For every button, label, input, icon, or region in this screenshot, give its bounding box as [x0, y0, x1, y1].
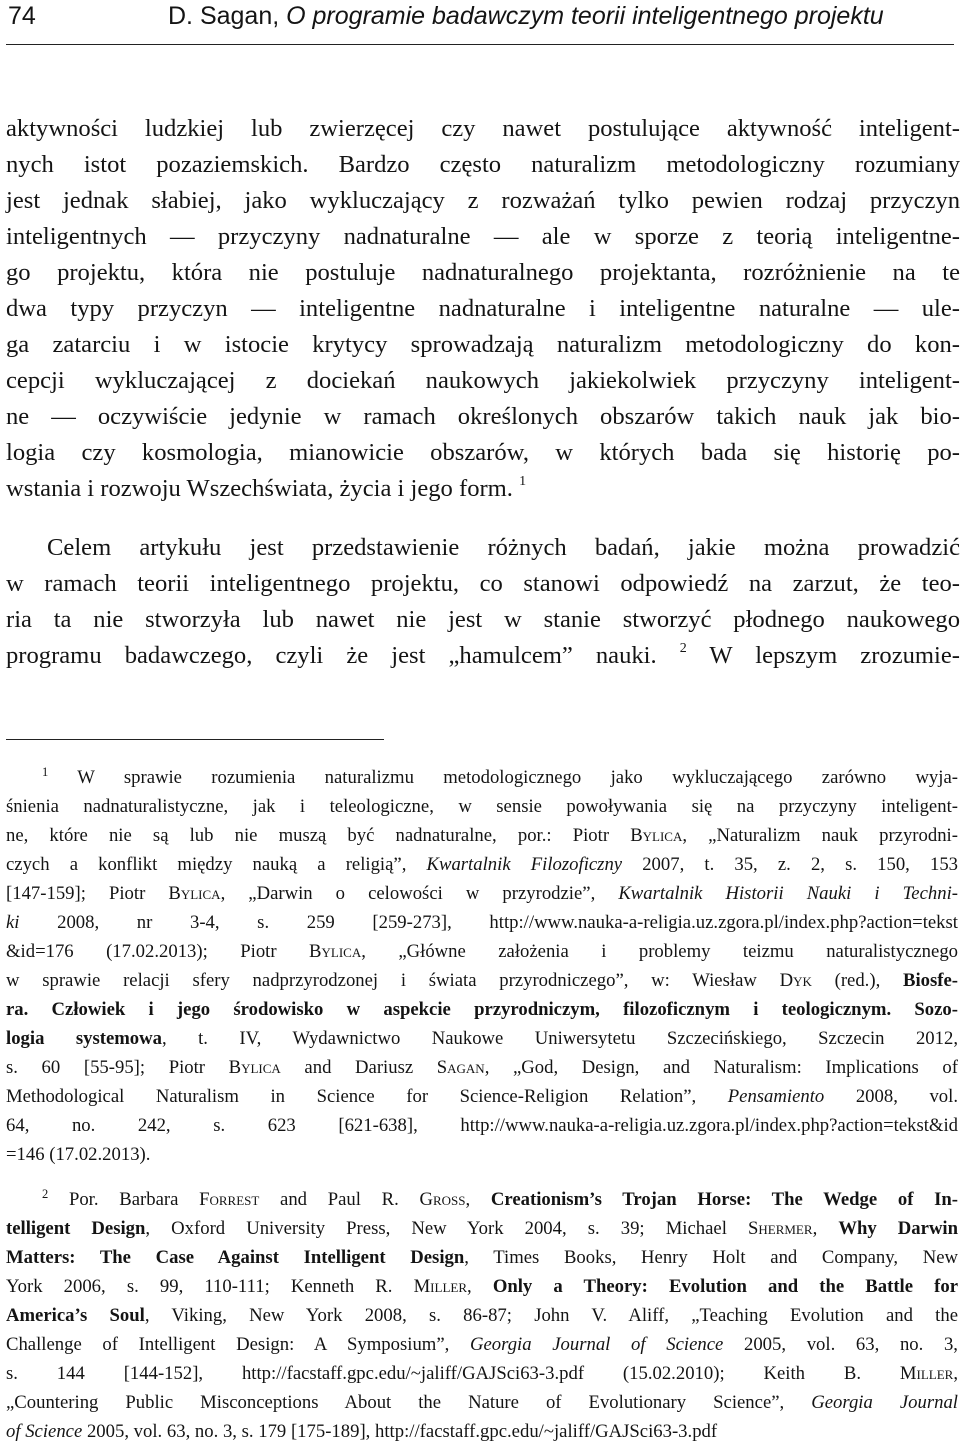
text-fragment: York 2006, s. 99, 110-111; Kenneth R. — [6, 1276, 414, 1297]
text-fragment: 2007, t. 35, z. 2, s. 150, 153 — [622, 854, 959, 875]
text-line: dwa typy przyczyn — inteligentne nadnaturalne i inteligentne naturalne — ule- — [6, 295, 960, 322]
author-name: Miller — [899, 1363, 954, 1384]
footnote-line — [6, 763, 958, 792]
text-fragment: Por. Barbara — [48, 1189, 200, 1210]
book-title: Creationism’s Trojan Horse: The Wedge of In- — [490, 1189, 959, 1210]
text-fragment: , — [465, 1189, 491, 1210]
book-title: Why Darwin — [838, 1218, 959, 1239]
text-fragment: and Paul R. — [259, 1189, 420, 1210]
book-title: Biosfe- — [902, 970, 958, 991]
footnote-line — [6, 879, 958, 908]
text-fragment: s. 144 [144-152], http://facstaff.gpc.edu/~jaliff/GAJSci63-3.pdf (15.02.2010); Keith B. — [6, 1363, 900, 1384]
footnote-line: śnienia nadnaturalistyczne, jak i teleologiczne, w sensie powoływania się na przyczyny inteligent- — [6, 796, 958, 817]
text-line: go projektu, która nie postuluje nadnaturalnego projektanta, rozróżnienie na te — [6, 259, 960, 286]
footnote-line — [6, 1359, 958, 1388]
text-fragment: , — [812, 1218, 839, 1239]
text-fragment: s. 60 [55-95]; Piotr — [6, 1057, 229, 1078]
text-fragment: and Dariusz — [280, 1057, 437, 1078]
text-fragment: &id=176 (17.02.2013); Piotr — [6, 941, 310, 962]
journal-title: Kwartalnik Historii Nauki i Techni- — [618, 883, 958, 904]
journal-title: Pensamiento — [727, 1086, 825, 1107]
author-name: Miller — [413, 1276, 468, 1297]
text-fragment: , „God, Design, and Naturalism: Implications of — [484, 1057, 958, 1078]
text-fragment: wstania i rozwoju Wszechświata, życia i jego form. — [6, 475, 520, 502]
text-line: aktywności ludzkiej lub zwierzęcej czy nawet postulujące aktywność inteligent- — [6, 115, 960, 142]
text-fragment: czych a konflikt między nauką a religią”, — [6, 854, 427, 875]
text-fragment: 2008, nr 3-4, s. 259 [259-273], http://www.nauka-a-religia.uz.zgora.pl/index.php?action=tekst — [19, 912, 958, 933]
footnote-line — [6, 908, 958, 937]
text-fragment: , Oxford University Press, New York 2004, s. 39; Michael — [145, 1218, 748, 1239]
footnote-line: 64, no. 242, s. 623 [621-638], http://www.nauka-a-religia.uz.zgora.pl/index.php?action=tekst&id — [6, 1115, 958, 1136]
text-fragment: , „Główne założenia i problemy teizmu naturalistycznego — [361, 941, 959, 962]
footnote-line — [6, 1272, 958, 1301]
paragraph-2 — [6, 530, 960, 674]
author-name: Bylica — [228, 1057, 281, 1078]
book-title: logia systemowa — [6, 1028, 162, 1049]
footnote-line — [6, 1024, 958, 1053]
main-text — [6, 111, 960, 674]
text-line: logia czy kosmologia, mianowicie obszarów, w których bada się historię po- — [6, 439, 960, 466]
text-fragment: 2005, vol. 63, no. 3, — [723, 1334, 958, 1355]
paragraph-1 — [6, 111, 960, 507]
author-name: Dyk — [779, 970, 812, 991]
journal-title: of Science — [6, 1421, 83, 1442]
author-name: Shermer — [747, 1218, 813, 1239]
footnote-line: =146 (17.02.2013). — [6, 1144, 151, 1165]
text-fragment: W sprawie rozumienia naturalizmu metodologicznego jako wykluczającego zarówno wyja- — [48, 767, 958, 788]
running-article-title: O programie badawczym teorii inteligentnego projektu — [286, 2, 884, 30]
author-name: Bylica — [309, 941, 362, 962]
text-fragment: (red.), — [811, 970, 903, 991]
footnote-line — [6, 1417, 958, 1446]
journal-title: Georgia Journal of Science — [469, 1334, 724, 1355]
text-fragment: „Countering Public Misconceptions About the Nature of Evolutionary Science”, — [6, 1392, 812, 1413]
footnote-2 — [6, 1185, 958, 1446]
footnote-mark: 1 — [42, 765, 49, 779]
text-fragment: W lepszym zrozumie- — [686, 642, 960, 669]
text-line: cepcji wykluczającej z dociekań naukowych jakiekolwiek przyczyny inteligent- — [6, 367, 960, 394]
footnote-mark: 2 — [42, 1187, 49, 1201]
text-fragment: 2005, vol. 63, no. 3, s. 179 [175-189], http://facstaff.gpc.edu/~jaliff/GAJSci63-3.pdf — [82, 1421, 718, 1442]
text-line: ria ta nie stworzyła lub nawet nie jest w stanie stworzyć płodnego naukowego — [6, 606, 960, 633]
text-fragment: , Times Books, Henry Holt and Company, New — [464, 1247, 958, 1268]
journal-title: Kwartalnik Filozoficzny — [426, 854, 623, 875]
journal-title: Georgia Journal — [811, 1392, 958, 1413]
footnote-line — [6, 1082, 958, 1111]
text-fragment: Challenge of Intelligent Design: A Symposium”, — [6, 1334, 470, 1355]
text-line: inteligentnych — przyczyny nadnaturalne — ale w sporze z teorią inteligentne- — [6, 223, 960, 250]
footnote-line — [6, 937, 958, 966]
text-line — [6, 638, 960, 674]
footnotes — [6, 763, 958, 1446]
text-fragment: Methodological Naturalism in Science for Science-Religion Relation”, — [6, 1086, 728, 1107]
author-name: Sagan — [436, 1057, 485, 1078]
running-author: D. Sagan, — [168, 2, 287, 30]
author-name: Gross — [419, 1189, 466, 1210]
running-header — [6, 0, 954, 45]
footnote-line — [6, 966, 958, 995]
footnote-line — [6, 1185, 958, 1214]
text-fragment: ne, które nie są lub nie muszą być nadnaturalne, por.: Piotr — [6, 825, 631, 846]
footnote-line — [6, 821, 958, 850]
text-fragment: w sprawie relacji sfery nadprzyrodzonej i świata przyrodniczego”, w: Wiesław — [6, 970, 780, 991]
text-line: nych istot pozaziemskich. Bardzo często naturalizm metodologiczny rozumiany — [6, 151, 960, 178]
author-name: Forrest — [199, 1189, 260, 1210]
footnote-line — [6, 1243, 958, 1272]
book-title: America’s Soul — [6, 1305, 145, 1326]
footnote-line — [6, 995, 958, 1024]
text-fragment: [147-159]; Piotr — [6, 883, 169, 904]
footnote-ref-2[interactable]: 2 — [679, 641, 687, 656]
page-number: 74 — [8, 2, 36, 30]
running-title — [168, 2, 884, 31]
text-fragment: , t. IV, Wydawnictwo Naukowe Uniwersytetu Szczecińskiego, Szczecin 2012, — [162, 1028, 958, 1049]
text-fragment: , — [467, 1276, 493, 1297]
text-line-last — [6, 471, 960, 507]
text-fragment: , — [953, 1363, 958, 1384]
footnote-line — [6, 1214, 958, 1243]
text-line: w ramach teorii inteligentnego projektu, co stanowi odpowiedź na zarzut, że teo- — [6, 570, 960, 597]
footnote-line — [6, 1053, 958, 1082]
text-line: ga zatarciu i w istocie krytycy sprowadzają naturalizm metodologiczny do kon- — [6, 331, 960, 358]
book-title: telligent Design — [6, 1218, 146, 1239]
text-line: jest jednak słabiej, jako wykluczający z rozważań tylko pewien rodzaj przyczyn — [6, 187, 960, 214]
text-fragment: , „Darwin o celowości w przyrodzie”, — [220, 883, 619, 904]
text-fragment: , Viking, New York 2008, s. 86-87; John V. Aliff, „Teaching Evolution and the — [144, 1305, 958, 1326]
text-line: Celem artykułu jest przedstawienie różnych badań, jakie można prowadzić — [47, 534, 960, 561]
text-fragment: 2008, vol. — [824, 1086, 958, 1107]
text-fragment: programu badawczego, czyli że jest „hamulcem” nauki. — [6, 642, 680, 669]
footnote-line — [6, 1330, 958, 1359]
footnote-line — [6, 1301, 958, 1330]
book-title: Matters: The Case Against Intelligent Design — [6, 1247, 465, 1268]
text-line: ne — oczywiście jedynie w ramach określonych obszarów takich nauk jak bio- — [6, 403, 960, 430]
book-title: ra. Człowiek i jego środowisko w aspekcie przyrodniczym, filozoficznym i teologicznym. Sozo- — [6, 999, 958, 1020]
footnote-1 — [6, 763, 958, 1169]
text-fragment: , „Naturalizm nauk przyrodni- — [682, 825, 958, 846]
book-title: Only a Theory: Evolution and the Battle for — [492, 1276, 959, 1297]
footnote-ref-1[interactable]: 1 — [519, 474, 527, 489]
footnote-line — [6, 1388, 958, 1417]
author-name: Bylica — [168, 883, 221, 904]
journal-title: ki — [6, 912, 20, 933]
footnote-separator — [6, 739, 384, 740]
author-name: Bylica — [630, 825, 683, 846]
footnote-line — [6, 850, 958, 879]
